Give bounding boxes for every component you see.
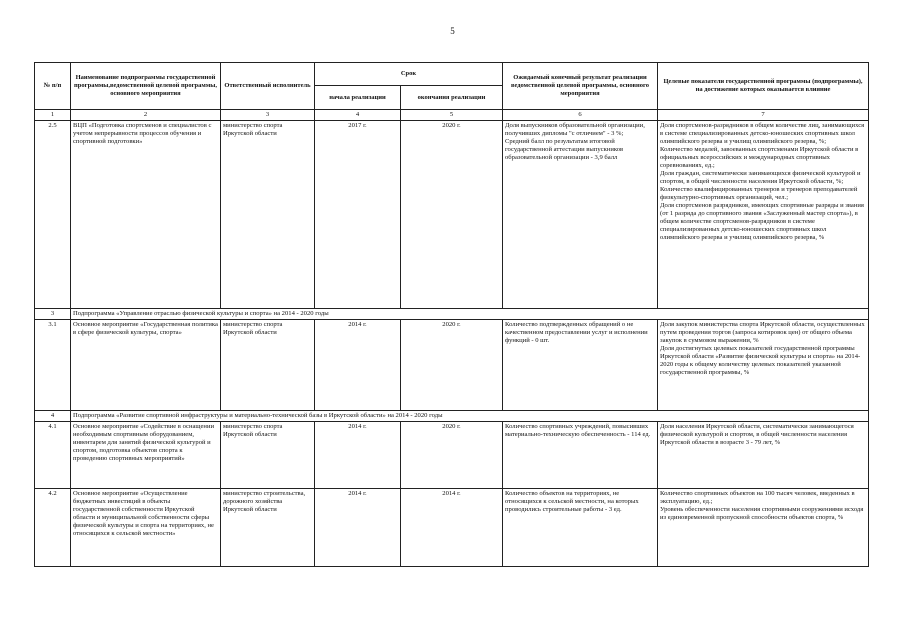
result-line: Количество подтвержденных обращений о не качественном предоставлении услуг и исполнении функций - 0 шт.: [505, 321, 648, 345]
table-row: [35, 121, 869, 309]
row-indicators: [658, 121, 869, 309]
column-number: 3: [221, 110, 315, 121]
indicator-line: Доля граждан, систематически занимающихся физической культурой и спортом, в общей численности населения Иркутской области, %;: [660, 170, 861, 186]
header-num: № п/п: [35, 63, 71, 110]
header-indicators: Целевые показатели государственной программы (подпрограммы), на достижение которых оказывается влияние: [658, 63, 869, 110]
header-executor: Ответственный исполнитель: [221, 63, 315, 110]
indicator-line: Доля населения Иркутской области, систематически занимающегося физической культурой и спортом, в общей численности населения Иркутской области в возрасте 3 - 79 лет, %: [660, 423, 854, 447]
indicator-line: Доля спортсменов разрядников, имеющих спортивные разряды и звания (от 1 разряда до спортивного звания «Заслуженный мастер спорта»), в общем количестве спортсменов-разрядников в системе специализированных детско-юношеских спортивных школ олимпийского резерва и училищ олимпийского резерва, %: [660, 202, 864, 242]
row-result: [503, 320, 658, 411]
row-indicators: [658, 422, 869, 489]
row-number: 2.5: [35, 121, 71, 309]
subprogram-number: 3: [35, 309, 71, 320]
header-term: Срок: [315, 63, 503, 86]
subprogram-number: 4: [35, 411, 71, 422]
row-start: 2014 г.: [315, 489, 401, 567]
row-result: [503, 121, 658, 309]
subprogram-title: Подпрограмма «Управление отраслью физической культуры и спорта» на 2014 - 2020 годы: [71, 309, 869, 320]
row-name: Основное мероприятие «Государственная политика в сфере физической культуры, спорта»: [71, 320, 221, 411]
row-end: 2020 г.: [401, 121, 503, 309]
result-line: Количество объектов на территориях, не относящихся к сельской местности, на которых проводились строительные работы - 3 ед.: [505, 490, 639, 514]
column-number: 5: [401, 110, 503, 121]
result-line: Доля выпускников образовательной организации, получивших дипломы "с отличием" - 3 %;: [505, 122, 645, 138]
header-result: Ожидаемый конечный результат реализации ведомственной целевой программы, основного мероприятия: [503, 63, 658, 110]
indicator-line: Доля закупок министерства спорта Иркутской области, осуществленных путем проведения торгов (запроса котировок цен) от общего объема закупок в суммовом выражении, %: [660, 321, 865, 345]
table-row: [35, 320, 869, 411]
header-name: Наименование подпрограммы государственной программы,ведомственной целевой программы, основного мероприятия: [71, 63, 221, 110]
indicator-line: Количество квалифицированных тренеров и тренеров преподавателей физкультурно-спортивных организаций, чел.;: [660, 186, 858, 202]
indicator-line: Количество медалей, завоеванных спортсменами Иркутской области в официальных всероссийских и международных спортивных соревнованиях, ед.;: [660, 146, 859, 170]
subprogram-title: Подпрограмма «Развитие спортивной инфраструктуры и материально-технической базы в Иркутской области» на 2014 - 2020 годы: [71, 411, 869, 422]
row-name: Основное мероприятие «Осуществление бюджетных инвестиций в объекты государственной собственности Иркутской области и муниципальной собственности сферы физической культуры и спорта на территориях, не относящихся к сельской местности»: [71, 489, 221, 567]
row-indicators: [658, 320, 869, 411]
row-executor: министерство строительства, дорожного хозяйства Иркутской области: [221, 489, 315, 567]
page-number: 5: [450, 26, 455, 36]
header-end: окончания реализации: [401, 86, 503, 110]
row-number: 3.1: [35, 320, 71, 411]
indicator-line: Доля спортсменов-разрядников в общем количестве лиц, занимающихся в системе специализированных детско-юношеских спортивных школ олимпийского резерва и училищ олимпийского резерва, %;: [660, 122, 865, 146]
row-result: [503, 489, 658, 567]
table-row: [35, 489, 869, 567]
row-executor: министерство спорта Иркутской области: [221, 320, 315, 411]
row-number: 4.1: [35, 422, 71, 489]
result-line: Количество спортивных учреждений, повысивших материально-техническую обеспеченность - 114 ед.: [505, 423, 651, 439]
column-number: 4: [315, 110, 401, 121]
column-number: 1: [35, 110, 71, 121]
column-number: 7: [658, 110, 869, 121]
row-name: Основное мероприятие «Содействие в оснащении необходимым спортивным оборудованием, инвентарем для занятий физической культурой и спортом, подготовка объектов спорта к проведению спортивных мероприятий»: [71, 422, 221, 489]
program-table: [34, 62, 869, 567]
row-start: 2014 г.: [315, 422, 401, 489]
row-start: 2014 г.: [315, 320, 401, 411]
row-indicators: [658, 489, 869, 567]
subprogram-row: [35, 309, 869, 320]
row-end: 2020 г.: [401, 320, 503, 411]
indicator-line: Количество спортивных объектов на 100 тысяч человек, введенных в эксплуатацию, ед.;: [660, 490, 855, 506]
table-row: [35, 422, 869, 489]
result-line: Средний балл по результатам итоговой государственной аттестации выпускников образовательной организации - 3,9 балл: [505, 138, 624, 162]
indicator-line: Уровень обеспеченности населения спортивными сооружениями исходя из единовременной пропускной способности объектов спорта, %: [660, 506, 864, 522]
header-start: начала реализации: [315, 86, 401, 110]
row-name: ВЦП «Подготовка спортсменов и специалистов с учетом непрерывности процессов обучения и спортивной подготовки»: [71, 121, 221, 309]
indicator-line: Доля достигнутых целевых показателей государственной программы Иркутской области «Развитие физической культуры и спорта» на 2014-2020 годы к общему количеству целевых показателей указанной государственной программы, %: [660, 345, 861, 377]
row-executor: министерство спорта Иркутской области: [221, 422, 315, 489]
column-number: 6: [503, 110, 658, 121]
row-end: 2014 г.: [401, 489, 503, 567]
column-number: 2: [71, 110, 221, 121]
row-number: 4.2: [35, 489, 71, 567]
subprogram-row: [35, 411, 869, 422]
column-numbers-row: [35, 110, 869, 121]
row-executor: министерство спорта Иркутской области: [221, 121, 315, 309]
row-start: 2017 г.: [315, 121, 401, 309]
row-result: [503, 422, 658, 489]
row-end: 2020 г.: [401, 422, 503, 489]
